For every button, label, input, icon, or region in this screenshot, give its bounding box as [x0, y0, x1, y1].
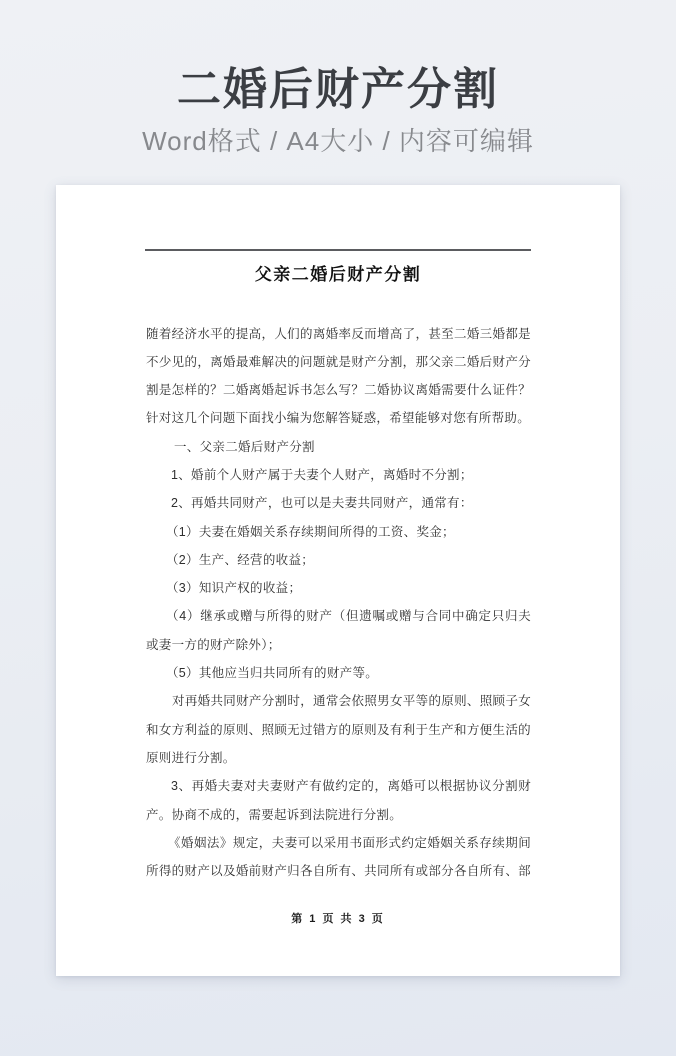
page-footer: 第 1 页 共 3 页 — [291, 913, 385, 925]
document-line: 随着经济水平的提高，人们的离婚率反而增高了，甚至二婚三婚都是 — [146, 326, 531, 341]
document-line: 《婚姻法》规定，夫妻可以采用书面形式约定婚姻关系存续期间 — [168, 835, 531, 850]
document-line: （2）生产、经营的收益； — [166, 552, 315, 567]
document-line: 1、婚前个人财产属于夫妻个人财产，离婚时不分割； — [171, 467, 473, 482]
document-line: （5）其他应当归共同所有的财产等。 — [166, 666, 379, 681]
document-line: 一、父亲二婚后财产分割 — [174, 439, 315, 454]
hero-title: 二婚后财产分割 — [177, 65, 499, 114]
document-body — [146, 320, 531, 886]
document-line: （1）夫妻在婚姻关系存续期间所得的工资、奖金； — [166, 524, 455, 539]
document-line: 所得的财产以及婚前财产归各自所有、共同所有或部分各自所有、部 — [146, 864, 531, 879]
hero-subtitle: Word格式 / A4大小 / 内容可编辑 — [142, 126, 534, 156]
document-line: （3）知识产权的收益； — [166, 581, 302, 596]
document-line: 产。协商不成的，需要起诉到法院进行分割。 — [146, 807, 403, 822]
document-line: 针对这几个问题下面找小编为您解答疑惑，希望能够对您有所帮助。 — [146, 411, 531, 426]
hero-banner — [0, 0, 676, 155]
document-page — [56, 185, 620, 976]
document-line: 2、再婚共同财产，也可以是夫妻共同财产，通常有： — [171, 496, 473, 511]
document-line: 3、再婚夫妻对夫妻财产有做约定的，离婚可以根据协议分割财 — [171, 779, 531, 794]
document-title: 父亲二婚后财产分割 — [254, 264, 422, 284]
document-line: （4）继承或赠与所得的财产（但遗嘱或赠与合同中确定只归夫 — [166, 609, 531, 624]
document-line: 或妻一方的财产除外）； — [146, 637, 281, 652]
document-line: 不少见的，离婚最难解决的问题就是财产分割，那父亲二婚后财产分 — [146, 354, 531, 369]
document-line: 原则进行分割。 — [146, 750, 236, 765]
document-line: 对再婚共同财产分割时，通常会依照男女平等的原则、照顾子女 — [172, 694, 531, 709]
document-divider — [145, 249, 531, 251]
document-line: 割是怎样的？二婚离婚起诉书怎么写？二婚协议离婚需要什么证件？ — [146, 383, 531, 398]
document-line: 和女方利益的原则、照顾无过错方的原则及有利于生产和方便生活的 — [146, 722, 531, 737]
